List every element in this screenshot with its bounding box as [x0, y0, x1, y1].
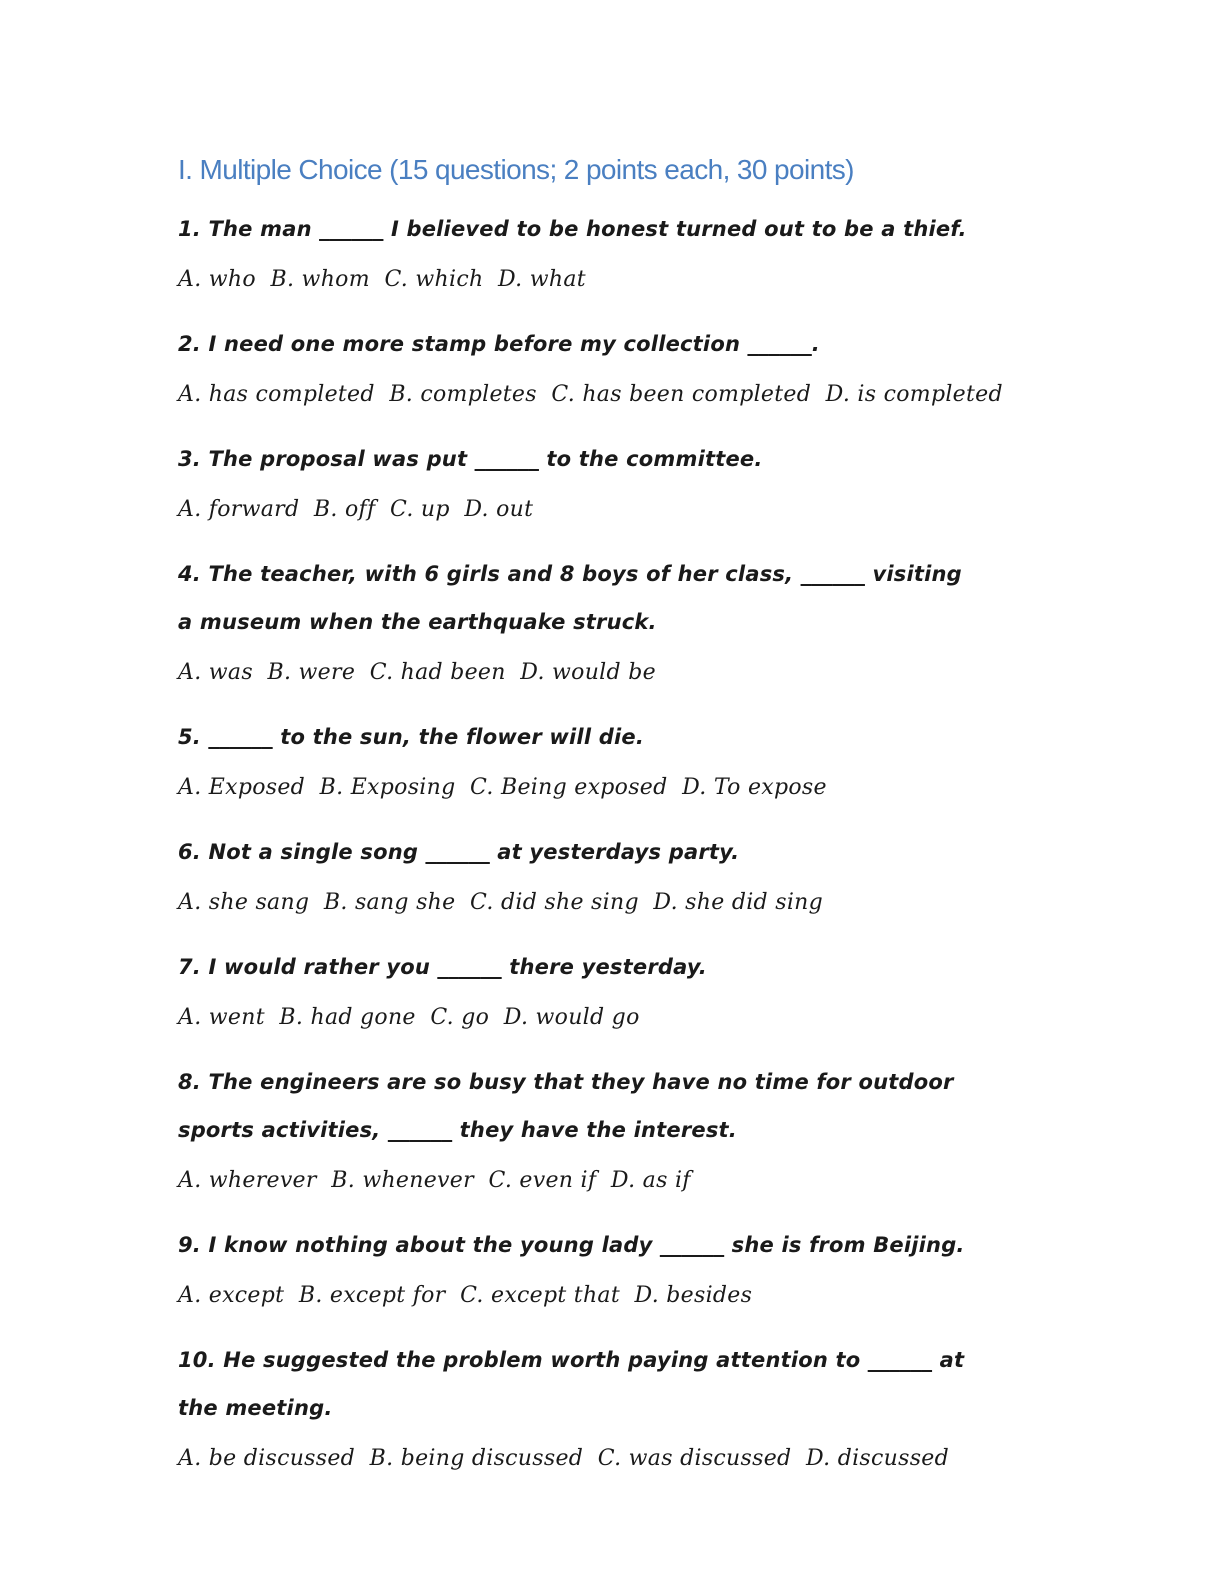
question-text: 8. The engineers are so busy that they have no time for outdoor sports activities, ______ they have the interest. [178, 1070, 954, 1142]
question-2 [178, 307, 1058, 422]
question-text: 1. The man ______ I believed to be honest turned out to be a thief. [178, 217, 967, 241]
question-text: 5. ______ to the sun, the flower will die. [178, 725, 644, 749]
answer-options: A. she sang B. sang she C. did she sing D. she did sing [178, 890, 824, 915]
question-1 [178, 192, 1058, 307]
answer-options: A. wherever B. whenever C. even if D. as if [178, 1168, 691, 1193]
exam-page [178, 148, 1058, 1486]
answer-options: A. went B. had gone C. go D. would go [178, 1005, 640, 1030]
question-9 [178, 1208, 1058, 1323]
answer-options: A. forward B. off C. up D. out [178, 497, 534, 522]
question-text: 3. The proposal was put ______ to the committee. [178, 447, 763, 471]
answer-options: A. was B. were C. had been D. would be [178, 660, 656, 685]
question-3 [178, 422, 1058, 537]
question-10 [178, 1323, 1058, 1486]
answer-options: A. Exposed B. Exposing C. Being exposed D. To expose [178, 775, 827, 800]
question-text: 2. I need one more stamp before my collection ______. [178, 332, 820, 356]
answer-options: A. has completed B. completes C. has been completed D. is completed [178, 382, 1003, 407]
question-text: 4. The teacher, with 6 girls and 8 boys of her class, ______ visiting a museum when the earthquake struck. [178, 562, 962, 634]
answer-options: A. be discussed B. being discussed C. was discussed D. discussed [178, 1446, 949, 1471]
question-7 [178, 930, 1058, 1045]
question-text: 10. He suggested the problem worth paying attention to ______ at the meeting. [178, 1348, 965, 1420]
answer-options: A. except B. except for C. except that D. besides [178, 1283, 753, 1308]
question-8 [178, 1045, 1058, 1208]
question-5 [178, 700, 1058, 815]
question-6 [178, 815, 1058, 930]
section-title: I. Multiple Choice (15 questions; 2 points each, 30 points) [178, 154, 854, 185]
question-text: 6. Not a single song ______ at yesterdays party. [178, 840, 740, 864]
question-text: 9. I know nothing about the young lady ______ she is from Beijing. [178, 1233, 965, 1257]
question-text: 7. I would rather you ______ there yesterday. [178, 955, 707, 979]
question-4 [178, 537, 1058, 700]
answer-options: A. who B. whom C. which D. what [178, 267, 586, 292]
